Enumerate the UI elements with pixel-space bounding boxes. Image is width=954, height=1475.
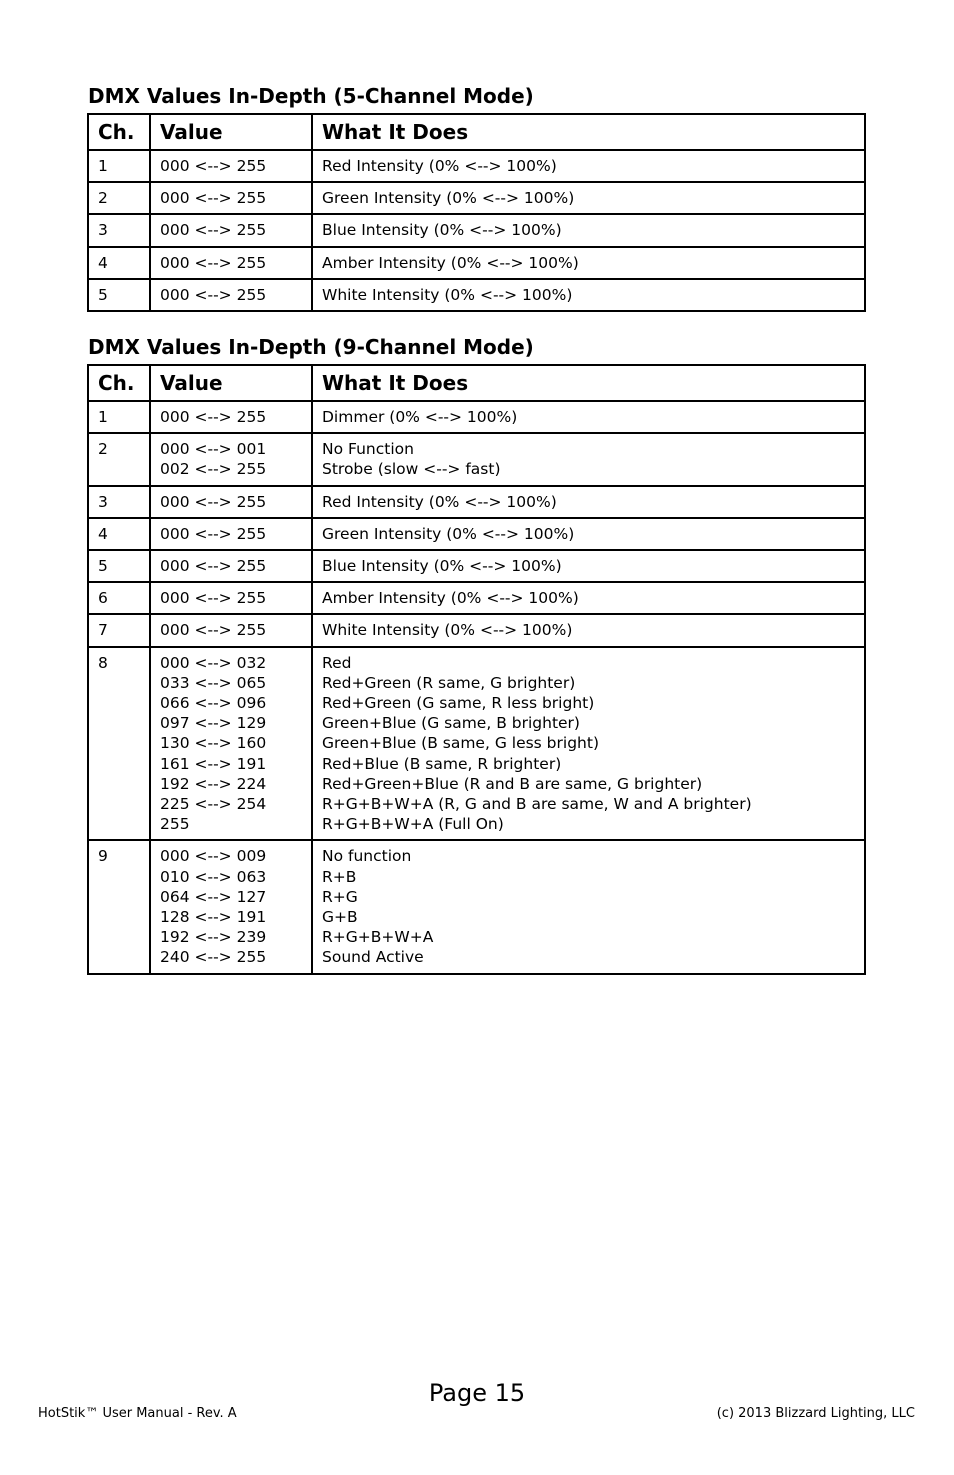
header-ch: Ch. (88, 365, 150, 401)
value-line: 240 <--> 255 (160, 948, 267, 967)
description-line: Red+Green (G same, R less bright) (322, 694, 595, 713)
channel-cell: 7 (88, 614, 150, 646)
description-line: No function (322, 847, 412, 866)
description-line: R+B (322, 867, 357, 886)
channel-cell: 1 (88, 401, 150, 433)
value-line: 000 <--> 255 (160, 253, 267, 272)
value-line: 000 <--> 255 (160, 524, 267, 543)
description-line: Green Intensity (0% <--> 100%) (322, 524, 575, 543)
description-cell (312, 150, 865, 182)
channel-cell: 1 (88, 150, 150, 182)
description-line: Amber Intensity (0% <--> 100%) (322, 253, 579, 272)
header-ch: Ch. (88, 114, 150, 150)
table-row (88, 433, 865, 485)
value-cell (150, 214, 312, 246)
value-line: 192 <--> 239 (160, 928, 267, 947)
channel-cell: 4 (88, 247, 150, 279)
value-line: 066 <--> 096 (160, 694, 267, 713)
table-row (88, 247, 865, 279)
table-row (88, 647, 865, 841)
description-line: Red+Green+Blue (R and B are same, G brighter) (322, 774, 703, 793)
value-cell (150, 647, 312, 841)
channel-cell: 3 (88, 486, 150, 518)
value-line: 002 <--> 255 (160, 460, 267, 479)
description-cell (312, 247, 865, 279)
table-row (88, 518, 865, 550)
channel-cell: 6 (88, 582, 150, 614)
table-row (88, 401, 865, 433)
dmx-table-5-channel (87, 113, 866, 312)
channel-cell: 9 (88, 840, 150, 973)
table-row (88, 279, 865, 311)
description-cell (312, 486, 865, 518)
value-cell (150, 433, 312, 485)
table-header-row (88, 365, 865, 401)
channel-cell: 8 (88, 647, 150, 841)
description-line: G+B (322, 908, 358, 927)
header-what-it-does: What It Does (312, 365, 865, 401)
value-cell (150, 840, 312, 973)
value-line: 000 <--> 255 (160, 157, 267, 175)
value-cell (150, 614, 312, 646)
description-line: R+G+B+W+A (Full On) (322, 815, 504, 834)
description-line: Red+Blue (B same, R brighter) (322, 754, 562, 773)
value-line: 225 <--> 254 (160, 795, 267, 814)
description-line: Blue Intensity (0% <--> 100%) (322, 557, 562, 576)
table-row (88, 582, 865, 614)
value-line: 161 <--> 191 (160, 754, 267, 773)
table-row (88, 550, 865, 582)
description-line: Amber Intensity (0% <--> 100%) (322, 589, 579, 608)
value-cell (150, 182, 312, 214)
value-line: 128 <--> 191 (160, 908, 267, 927)
table-row (88, 214, 865, 246)
value-line: 064 <--> 127 (160, 887, 267, 906)
section-title-9-channel: DMX Values In-Depth (9-Channel Mode) (88, 335, 534, 359)
description-line: R+G (322, 887, 358, 906)
value-line: 000 <--> 255 (160, 557, 267, 576)
value-cell (150, 150, 312, 182)
description-line: R+G+B+W+A (322, 928, 434, 947)
description-cell (312, 214, 865, 246)
value-line: 010 <--> 063 (160, 867, 267, 886)
value-line: 000 <--> 255 (160, 589, 267, 608)
description-line: White Intensity (0% <--> 100%) (322, 285, 573, 304)
description-cell (312, 582, 865, 614)
value-line: 255 (160, 815, 190, 834)
header-what-it-does: What It Does (312, 114, 865, 150)
value-cell (150, 582, 312, 614)
value-line: 097 <--> 129 (160, 714, 267, 733)
page-number: Page 15 (428, 1379, 526, 1407)
value-line: 000 <--> 009 (160, 847, 267, 866)
value-line: 000 <--> 032 (160, 653, 267, 672)
channel-cell: 2 (88, 433, 150, 485)
value-line: 192 <--> 224 (160, 774, 267, 793)
description-cell (312, 550, 865, 582)
value-line: 000 <--> 255 (160, 621, 267, 640)
value-line: 000 <--> 255 (160, 492, 267, 511)
header-value: Value (150, 114, 312, 150)
description-line: Red+Green (R same, G brighter) (322, 673, 576, 692)
value-cell (150, 279, 312, 311)
value-line: 000 <--> 255 (160, 221, 267, 240)
description-cell (312, 182, 865, 214)
description-line: Green+Blue (B same, G less bright) (322, 734, 599, 753)
description-line: Green Intensity (0% <--> 100%) (322, 189, 575, 208)
value-line: 130 <--> 160 (160, 734, 267, 753)
description-cell (312, 647, 865, 841)
description-line: Red Intensity (0% <--> 100%) (322, 157, 557, 175)
description-line: Red (322, 653, 352, 672)
table-row (88, 614, 865, 646)
value-cell (150, 550, 312, 582)
description-cell (312, 401, 865, 433)
value-cell (150, 518, 312, 550)
value-cell (150, 247, 312, 279)
value-cell (150, 401, 312, 433)
header-value: Value (150, 365, 312, 401)
channel-cell: 5 (88, 279, 150, 311)
description-cell (312, 279, 865, 311)
table-row (88, 182, 865, 214)
channel-cell: 4 (88, 518, 150, 550)
table-row (88, 486, 865, 518)
table-header-row (88, 114, 865, 150)
description-cell (312, 614, 865, 646)
description-line: No Function (322, 440, 414, 459)
value-line: 000 <--> 255 (160, 189, 267, 208)
description-cell (312, 840, 865, 973)
value-cell (150, 486, 312, 518)
description-line: Red Intensity (0% <--> 100%) (322, 492, 557, 511)
value-line: 000 <--> 001 (160, 440, 267, 459)
channel-cell: 5 (88, 550, 150, 582)
footer-copyright: (c) 2013 Blizzard Lighting, LLC (716, 1406, 915, 1421)
value-line: 000 <--> 255 (160, 408, 267, 426)
channel-cell: 3 (88, 214, 150, 246)
section-title-5-channel: DMX Values In-Depth (5-Channel Mode) (88, 84, 534, 108)
description-line: Strobe (slow <--> fast) (322, 460, 501, 479)
description-cell (312, 518, 865, 550)
footer-manual-title: HotStik™ User Manual - Rev. A (38, 1406, 237, 1421)
table-row (88, 840, 865, 973)
description-line: Blue Intensity (0% <--> 100%) (322, 221, 562, 240)
description-cell (312, 433, 865, 485)
description-line: Dimmer (0% <--> 100%) (322, 408, 518, 426)
description-line: Green+Blue (G same, B brighter) (322, 714, 580, 733)
table-row (88, 150, 865, 182)
description-line: R+G+B+W+A (R, G and B are same, W and A brighter) (322, 795, 752, 814)
channel-cell: 2 (88, 182, 150, 214)
description-line: White Intensity (0% <--> 100%) (322, 621, 573, 640)
value-line: 033 <--> 065 (160, 673, 267, 692)
value-line: 000 <--> 255 (160, 285, 267, 304)
description-line: Sound Active (322, 948, 424, 967)
dmx-table-9-channel (87, 364, 866, 975)
